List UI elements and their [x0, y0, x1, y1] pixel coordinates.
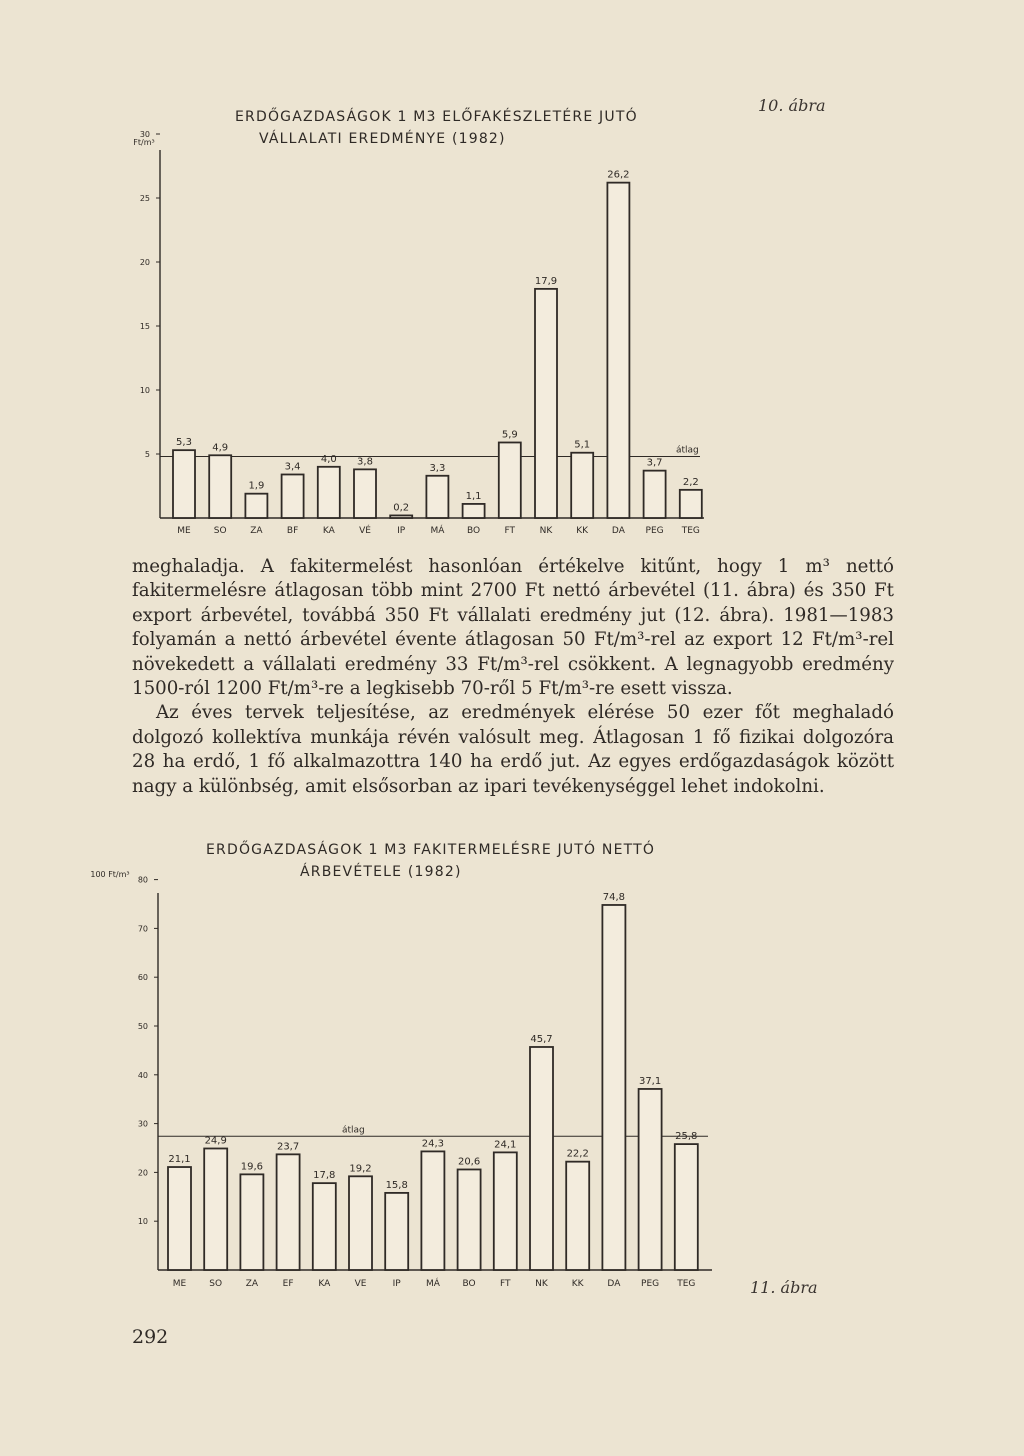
chart1-category-label: KK: [576, 526, 589, 536]
chart2-bar: [240, 1174, 263, 1270]
chart2-bar-value-label: 19,6: [240, 1161, 264, 1173]
chart1-bar-value-label: 5,3: [176, 437, 192, 449]
chart2-bar: [530, 1047, 553, 1270]
chart1-bar-value-label: 3,4: [284, 461, 301, 473]
chart2-bar: [385, 1193, 408, 1270]
chart1-category-label: PEG: [645, 526, 664, 536]
chart2-category-label: NK: [535, 1279, 548, 1289]
chart2-y-tick-label: 40: [137, 1070, 148, 1080]
chart1-title-line2: VÁLLALATI EREDMÉNYE (1982): [259, 131, 506, 147]
chart2-bar: [421, 1151, 444, 1270]
chart2-bar: [639, 1089, 662, 1270]
chart2-bar: [675, 1144, 698, 1270]
chart2-bar-value-label: 20,6: [457, 1156, 481, 1168]
chart2-figure-label: 11. ábra: [750, 1278, 818, 1297]
chart2-bar-value-label: 24,3: [421, 1138, 445, 1150]
body-paragraph-1: meghaladja. A fakitermelést hasonlóan értékelve kitűnt, hogy 1 m³ nettó fakitermelésre átlagosan több mint 2700 Ft nettó árbevétel (11. ábra) és 350 Ft export árbevétel, továbbá 350 Ft vállalati eredmény jut (12. ábra). 1981—1983 folyamán a nettó árbevétel évente átlagosan 50 Ft/m³-rel az export 12 Ft/m³-rel növekedett a vállalati eredmény 33 Ft/m³-rel csökkent. A legnagyobb eredmény 1500-ról 1200 Ft/m³-re a legkisebb 70-ről 5 Ft/m³-re esett vissza.: [132, 556, 894, 700]
chart2-bar-value-label: 17,8: [313, 1170, 336, 1182]
chart1-bar-value-label: 2,2: [682, 476, 699, 488]
chart1-bar-value-label: 5,9: [501, 429, 518, 441]
chart2-category-label: SO: [209, 1279, 223, 1289]
chart1-y-tick-label: 20: [139, 258, 150, 267]
chart2-bar: [602, 905, 625, 1270]
chart1-category-label: BF: [286, 526, 299, 536]
chart2-y-tick-label: 10: [137, 1217, 148, 1227]
chart2-bar-value-label: 24,9: [204, 1135, 227, 1147]
chart1-category-label: MÁ: [430, 526, 445, 536]
chart2-category-label: KK: [571, 1279, 584, 1289]
chart2-bar-value-label: 19,2: [349, 1163, 372, 1175]
chart1-category-label: IP: [397, 526, 406, 536]
chart1-bar-value-label: 1,1: [465, 490, 482, 502]
chart1-average-label: átlag: [676, 445, 699, 456]
chart1-category-label: VÉ: [359, 526, 371, 536]
chart1-bar-value-label: 17,9: [534, 275, 558, 287]
chart2-y-tick-label: 80: [137, 875, 148, 885]
chart1-category-label: ME: [177, 526, 191, 536]
chart1-category-label: TEG: [681, 526, 700, 536]
chart1-category-label: ZA: [250, 526, 263, 536]
chart2-bar-value-label: 74,8: [602, 891, 626, 903]
chart2-bar: [277, 1154, 300, 1270]
chart2-bar: [494, 1152, 517, 1270]
chart1-bar-value-label: 5,1: [574, 439, 591, 451]
chart2-bar-value-label: 15,8: [385, 1179, 408, 1191]
chart1-bar-value-label: 4,9: [212, 442, 229, 454]
chart2-category-label: PEG: [641, 1279, 660, 1289]
chart2-category-label: TEG: [677, 1279, 696, 1289]
chart2-bar: [204, 1148, 227, 1270]
chart1-category-label: NK: [539, 526, 553, 536]
chart1-category-label: BO: [467, 526, 481, 536]
chart2-bar-value-label: 45,7: [530, 1033, 553, 1045]
chart1-y-tick-label: 15: [139, 322, 150, 331]
chart2-category-label: MÁ: [425, 1279, 440, 1289]
chart1-bar-value-label: 0,2: [393, 502, 410, 514]
chart2-category-label: IP: [392, 1279, 401, 1289]
chart1-y-label: Ft/m³: [133, 138, 155, 147]
chart2-bar: [313, 1183, 336, 1270]
chart2-average-label: átlag: [342, 1125, 365, 1136]
chart2-bar: [458, 1169, 481, 1270]
chart2-bar-value-label: 25,8: [675, 1131, 698, 1143]
chart2-y-tick-label: 30: [137, 1119, 148, 1129]
chart2-bar: [349, 1176, 372, 1270]
chart2-category-label: ZA: [245, 1279, 259, 1289]
chart1-figure-label: 10. ábra: [758, 96, 826, 115]
chart1-category-label: FT: [504, 526, 516, 536]
chart2-title-line1: ERDŐGAZDASÁGOK 1 M3 FAKITERMELÉSRE JUTÓ NETTÓ: [206, 842, 656, 858]
chart2-category-label: KA: [318, 1279, 331, 1289]
chart1-bar-value-label: 1,9: [248, 480, 265, 492]
chart2-bar: [168, 1167, 191, 1270]
page-number: 292: [132, 1326, 169, 1348]
chart2-y-label: 100 Ft/m³: [90, 870, 130, 879]
chart1-bar-value-label: 3,3: [429, 462, 446, 474]
chart1-bar-value-label: 3,8: [357, 456, 373, 468]
chart2-bar-value-label: 24,1: [494, 1139, 517, 1151]
chart2-y-tick-label: 70: [137, 924, 148, 934]
chart1-y-tick-label: 30: [139, 130, 150, 139]
chart2-category-label: ME: [172, 1279, 187, 1289]
chart1-y-tick-label: 10: [139, 386, 150, 395]
chart2-category-label: DA: [607, 1279, 621, 1289]
chart1-category-label: DA: [611, 526, 625, 536]
chart1-bar-value-label: 3,7: [646, 457, 663, 469]
chart2-y-tick-label: 20: [137, 1168, 148, 1178]
chart1-bar-value-label: 26,2: [607, 169, 630, 181]
chart2-y-tick-label: 50: [137, 1022, 148, 1031]
chart2-bar-value-label: 23,7: [276, 1141, 300, 1153]
chart2-category-label: EF: [282, 1279, 294, 1289]
chart2-bar-value-label: 21,1: [168, 1154, 191, 1166]
chart2-category-label: VE: [354, 1279, 367, 1289]
body-paragraph-2: Az éves tervek teljesítése, az eredmények elérése 50 ezer főt meghaladó dolgozó kollektíva munkája révén valósult meg. Átlagosan 1 fő fizikai dolgozóra 28 ha erdő, 1 fő alkalmazottra 140 ha erdő jut. Az egyes erdőgazdaságok között nagy a különbség, amit elsősorban az ipari tevékenységgel lehet indokolni.: [132, 702, 894, 797]
chart1-y-tick-label: 5: [144, 450, 150, 459]
chart2-category-label: FT: [500, 1279, 511, 1289]
chart1-y-tick-label: 25: [139, 194, 150, 203]
chart2-title-line2: ÁRBEVÉTELE (1982): [300, 864, 462, 880]
chart1-category-label: SO: [213, 526, 227, 536]
chart2-bar: [566, 1162, 589, 1270]
chart1-category-label: KA: [322, 526, 335, 536]
chart2-category-label: BO: [462, 1279, 476, 1289]
chart2-bar-value-label: 22,2: [566, 1148, 589, 1160]
chart1-bar-value-label: 4,0: [320, 453, 337, 465]
chart2-y-tick-label: 60: [137, 973, 148, 983]
chart2-bar-value-label: 37,1: [638, 1075, 662, 1087]
chart1-title-line1: ERDŐGAZDASÁGOK 1 M3 ELŐFAKÉSZLETÉRE JUTÓ: [235, 109, 638, 125]
